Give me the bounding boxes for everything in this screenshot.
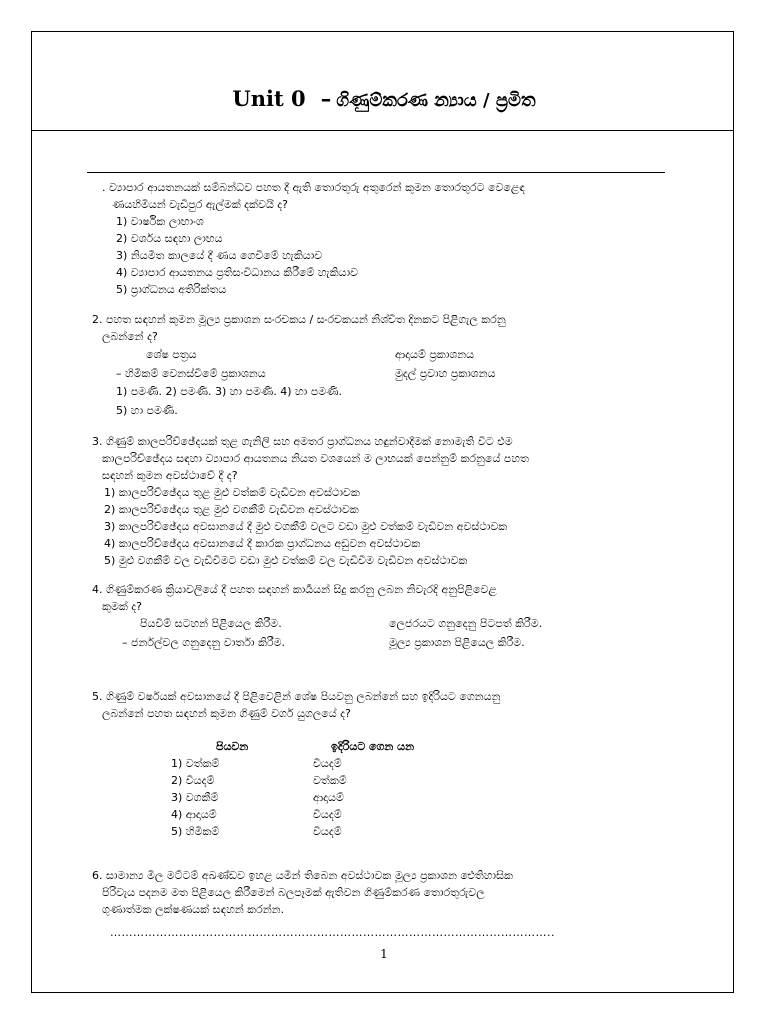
question-5-row-2-right: වත්කම් <box>313 774 347 787</box>
question-2-options-row-2: 5) හා පමණි. <box>116 404 178 417</box>
question-2-options-row-1: 1) පමණි. 2) පමණි. 3) හා පමණි. 4) හා පමණි. <box>116 385 343 398</box>
question-5-column-header-right: ඉදිරියට ගෙන යන <box>331 740 415 753</box>
question-1-line-2: ණයහිමියන් වැඩිපුර ඇල්මක් දක්වයි ද? <box>112 198 289 211</box>
question-3-line-2: කාලපරිච්ඡේදය සඳහා ව්‍යාපාර ආයතනය නියත වශයෙන් ම ලාභයක් පෙන්නුම් කරනුයේ පහත <box>102 452 529 465</box>
question-5-row-4-right: වියදම් <box>313 808 342 821</box>
unit-label: Unit 0 <box>232 86 306 111</box>
question-4-step-a: පියවීම් සටහන් පිළියෙල කිරීම. <box>140 617 282 630</box>
page-title <box>0 86 768 111</box>
question-5-row-3-left: 3) වගකීම් <box>171 791 219 804</box>
question-1-line-1: . ව්‍යාපාර ආයතනයක් සම්බන්ධව පහත දී ඇති තොරතුරු අතුරෙන් කුමන තොරතුරට වෙළෙඳ <box>102 181 525 194</box>
question-3-option-2: 2) කාලපරිච්ඡේදය තුළ මුළු වගකීම් වැඩිවන අවස්ථාවක <box>104 503 359 516</box>
section-rule <box>87 172 665 173</box>
question-2 <box>92 311 506 345</box>
question-3-option-1: 1) කාලපරිච්ඡේදය තුළ මුළු වත්කම් වැඩිවන අවස්ථාවක <box>104 486 360 499</box>
question-6-line-2: පිරිවැය පදනම මත පිළියෙල කිරීමෙන් බලපෑමක් ඇතිවන ගිණුම්කරණ තොරතුරුවල <box>102 886 485 899</box>
question-2-item-b: ආදායම් ප්‍රකාශනය <box>395 348 475 361</box>
title-text: ගිණුම්කරණ න්‍යාය / ප්‍රමිත <box>336 90 536 111</box>
question-4-step-c: – ජර්නල්වල ගනුදෙනු වාර්තා කිරීම. <box>122 636 286 649</box>
question-5 <box>92 688 500 722</box>
question-5-column-header-left: පියවන <box>216 740 249 753</box>
question-3-option-3: 3) කාලපරිච්ඡේදය අවසානයේ දී මුළු වගකීම් වලට වඩා මුළු වත්කම් වැඩිවන අවස්ථාවක <box>104 520 508 533</box>
question-6-line-1: 6. සාමාන්‍ය මිල මට්ටම් අඛණ්ඩව ඉහළ යමින් තිබෙන අවස්ථාවක මූල්‍ය ප්‍රකාශන ඓතිහාසික <box>92 869 513 882</box>
question-6-line-3: ගුණාත්මක ලක්ෂණයක් සඳහන් කරන්න. <box>102 903 285 916</box>
question-5-row-1-right: වියදම් <box>313 757 342 770</box>
question-4-line-2: කුමක් ද? <box>102 600 142 613</box>
question-5-row-5-left: 5) හිමිකම් <box>171 825 220 838</box>
question-5-left-column <box>171 755 219 840</box>
question-5-row-3-right: ආදායම් <box>313 791 344 804</box>
question-3 <box>92 433 529 569</box>
header-divider <box>31 130 734 131</box>
question-1-option-1: 1) වාර්ෂික ලාභාංශ <box>116 215 204 228</box>
question-1-option-5: 5) ප්‍රාග්ධනය අතිරික්තය <box>116 283 227 296</box>
question-2-line-2: ලබන්නේ ද? <box>102 330 158 343</box>
question-3-option-4: 4) කාලපරිච්ඡේදය අවසානයේ දී කාරක ප්‍රාග්ධනය අඩුවන අවස්ථාවක <box>104 537 421 550</box>
question-5-line-2: ලබන්නේ පහත සඳහන් කුමන ගිණුම් වර්ග යුගලයේ ද? <box>102 707 351 720</box>
question-1 <box>102 179 525 298</box>
question-1-option-3: 3) නියමිත කාලයේ දී ණය ගෙවීමේ හැකියාව <box>116 249 323 262</box>
question-5-right-column <box>313 755 347 840</box>
page-number: 1 <box>380 947 388 961</box>
question-4-step-b: ලෙජරයට ගනුදෙනු පිටපත් කිරීම. <box>389 617 543 630</box>
question-5-line-1: 5. ගිණුම් වර්ෂයක් අවසානයේ දී පිළිවෙළින් ශේෂ පියවනු ලබන්නේ සහ ඉදිරියට ගෙනයනු <box>92 690 501 703</box>
question-2-line-1: 2. පහත සඳහන් කුමන මූල්‍ය ප්‍රකාශන සංරචකය / සංරචකයන් නිශ්චිත දිනකට පිළිගැල කරනු <box>92 313 506 326</box>
question-1-option-4: 4) ව්‍යාපාර ආයතනය ප්‍රතිසංවිධානය කිරීමේ හැකියාව <box>116 266 358 279</box>
question-4 <box>92 581 497 615</box>
question-2-item-a: ශේෂ පත්‍රය <box>146 348 197 361</box>
question-2-item-d: මුදල් ප්‍රවාහ ප්‍රකාශනය <box>395 367 496 380</box>
question-3-option-5: 5) මුළු වගකීම් වල වැඩිවීමට වඩා මුළු වත්කම් වල වැඩිවීම වැඩිවන අවස්ථාවක <box>104 554 468 567</box>
question-5-row-2-left: 2) වියදම් <box>171 774 215 787</box>
question-2-item-c: – හිමිකම් වෙනස්වීමේ ප්‍රකාශනය <box>116 367 266 380</box>
question-5-row-4-left: 4) ආදායම් <box>171 808 217 821</box>
question-1-option-2: 2) වර්ශය සඳහා ලාභය <box>116 232 223 245</box>
question-5-row-1-left: 1) වත්කම් <box>171 757 220 770</box>
question-4-line-1: 4. ගිණුම්කරණ ක්‍රියාවලියේ දී පහත සඳහන් කාර්‍යයන් සිදු කරනු ලබන නිවැරදි අනුපිළිවෙළ <box>92 583 497 596</box>
question-5-row-5-right: වියදම් <box>313 825 342 838</box>
question-6 <box>92 867 513 918</box>
answer-line: …………………………………………………………………………………………………….. <box>110 926 555 939</box>
question-3-line-3: සඳහන් කුමන අවස්ථාවේ දී ද? <box>102 469 238 482</box>
title-dash: – <box>320 86 332 111</box>
question-3-line-1: 3. ගිණුම් කාලපරිච්ඡේදයක් තුළ ගැනිලි සහ අමතර ප්‍රාග්ධනය හඳුන්වාදීමක් නොමැති විට එම <box>92 435 513 448</box>
question-4-step-d: මූල්‍ය ප්‍රකාශන පිළියෙල කිරීම. <box>389 636 525 649</box>
